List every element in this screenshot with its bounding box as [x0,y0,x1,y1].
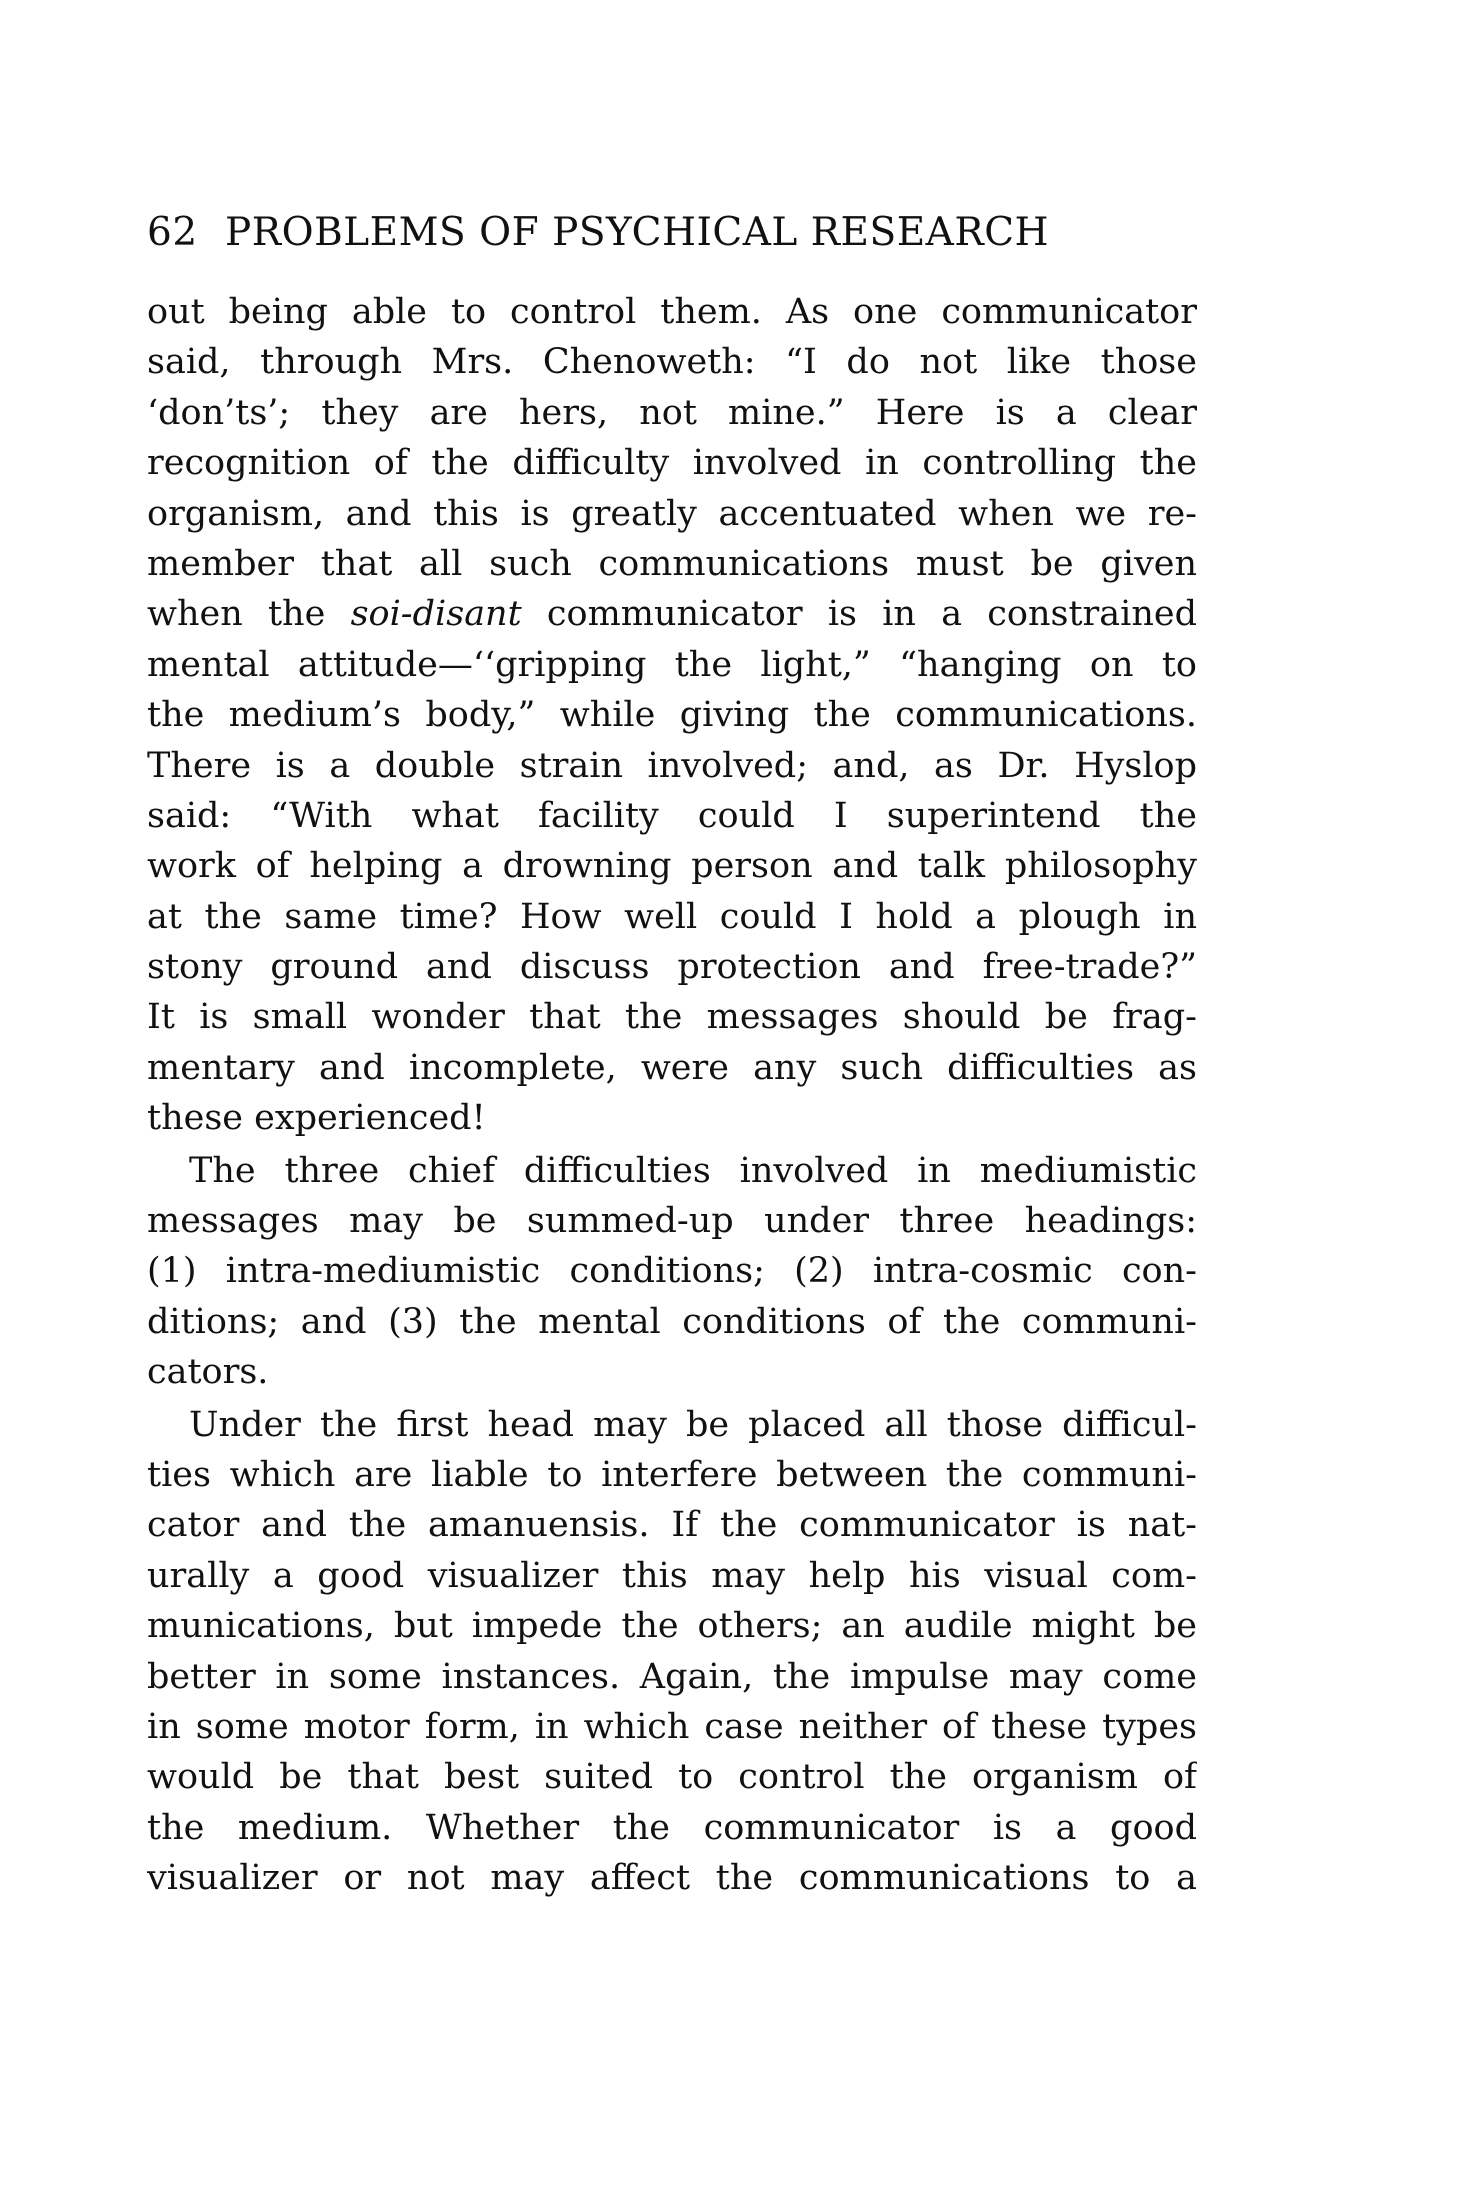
text-line: the medium’s body,” while giving the communications. [147,695,1197,736]
text-line: (1) intra-mediumistic conditions; (2) intra-cosmic con- [147,1251,1197,1292]
text-line: Under the first head may be placed all those difficul- [189,1404,1197,1445]
text-line: mentary and incomplete, were any such difficulties as [147,1047,1197,1088]
text-line: ties which are liable to interfere between the communi- [147,1454,1197,1495]
text-line: better in some instances. Again, the impulse may come [147,1656,1197,1697]
text-line: member that all such communications must be given [147,543,1197,584]
running-title: PROBLEMS OF PSYCHICAL RESEARCH [225,210,1050,255]
text-line: ‘don’ts’; they are hers, not mine.” Here is a clear [147,392,1197,433]
text-line: urally a good visualizer this may help his visual com- [147,1555,1197,1596]
text-line: visualizer or not may affect the communications to a [147,1858,1197,1899]
text-line: recognition of the difficulty involved in controlling the [147,443,1197,484]
text-line: organism, and this is greatly accentuated when we re- [147,493,1197,534]
text-line-with-italic [147,589,1197,639]
text-line: The three chief difficulties involved in mediumistic [189,1150,1197,1191]
text-line: work of helping a drowning person and talk philosophy [147,846,1197,887]
text-line: cator and the amanuensis. If the communicator is nat- [147,1505,1197,1546]
text-line: mental attitude—‘‘gripping the light,” “hanging on to [147,644,1197,685]
text-line: the medium. Whether the communicator is a good [147,1807,1197,1848]
text-line: these experienced! [147,1098,486,1139]
text-fragment: when the [147,594,326,635]
text-line: out being able to control them. As one communicator [147,292,1197,332]
running-head [147,203,1197,263]
italic-phrase: soi-disant [350,594,522,635]
text-line: said, through Mrs. Chenoweth: “I do not like those [147,342,1197,383]
text-line: cators. [147,1352,269,1393]
text-line: It is small wonder that the messages should be frag- [147,997,1197,1038]
text-line: munications, but impede the others; an audile might be [147,1606,1197,1647]
text-line: at the same time? How well could I hold a plough in [147,896,1197,937]
body-text [147,287,1197,1904]
text-line: stony ground and discuss protection and free-trade?” [147,947,1197,988]
text-fragment: communicator is in a constrained [546,594,1197,635]
text-line: would be that best suited to control the organism of [147,1757,1197,1798]
text-line: in some motor form, in which case neither of these types [147,1706,1197,1747]
text-line: ditions; and (3) the mental conditions of the communi- [147,1301,1197,1342]
text-line: messages may be summed-up under three headings: [147,1201,1197,1242]
page-number: 62 [147,210,198,255]
text-line: There is a double strain involved; and, as Dr. Hyslop [147,745,1197,786]
text-line: said: “With what facility could I superintend the [147,795,1197,836]
